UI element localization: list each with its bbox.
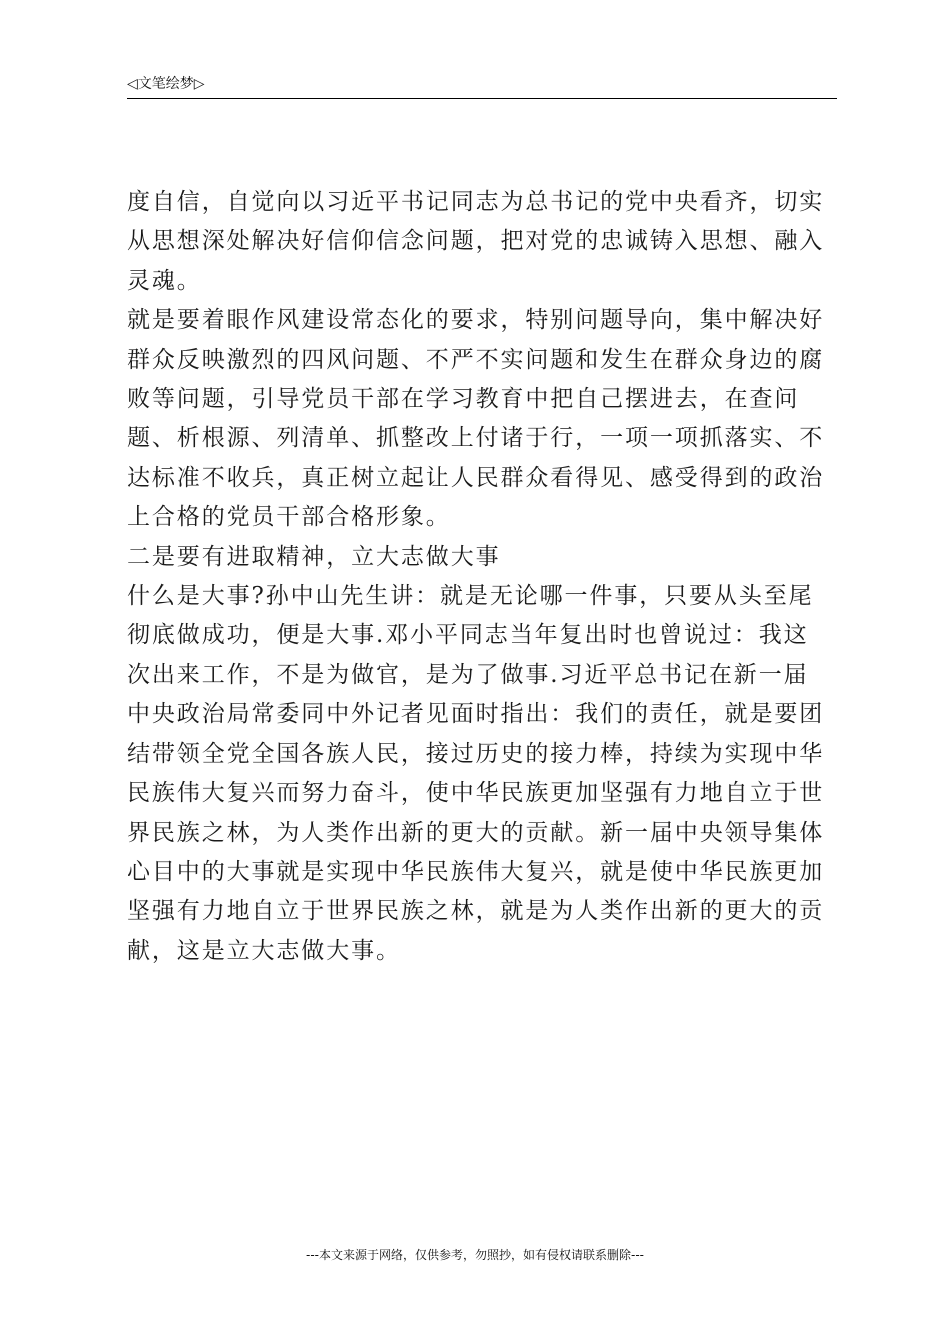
header-title: ◁文笔绘梦▷ — [127, 76, 205, 92]
section-heading: 二是要有进取精神，立大志做大事 — [127, 543, 501, 570]
paragraph-2: 就是要着眼作风建设常态化的要求，特别问题导向，集中解决好群众反映激烈的四风问题、不严不实问题和发生在群众身边的腐败等问题，引导党员干部在学习教育中把自己摆进去，在查问题、析根源、列清单、抓整改上付诸于行，一项一项抓落实、不达标准不收兵，真正树立起让人民群众看得见、感受得到的政治上合格的党员干部合格形象。 — [127, 307, 825, 531]
document-body — [127, 183, 827, 971]
page-header — [127, 72, 837, 99]
paragraph-3: 什么是大事?孙中山先生讲：就是无论哪一件事，只要从头至尾彻底做成功，便是大事.邓小平同志当年复出时也曾说过：我这次出来工作，不是为做官，是为了做事.习近平总书记在新一届中央政治局常委同中外记者见面时指出：我们的责任，就是要团结带领全党全国各族人民，接过历史的接力棒，持续为实现中华民族伟大复兴而努力奋斗，使中华民族更加坚强有力地自立于世界民族之林，为人类作出新的更大的贡献。新一届中央领导集体心目中的大事就是实现中华民族伟大复兴，就是使中华民族更加坚强有力地自立于世界民族之林，就是为人类作出新的更大的贡献，这是立大志做大事。 — [127, 583, 825, 964]
page-footer: ---本文来源于网络，仅供参考，勿照抄，如有侵权请联系删除--- — [306, 1248, 644, 1262]
paragraph-1: 度自信，自觉向以习近平书记同志为总书记的党中央看齐，切实从思想深处解决好信仰信念问题，把对党的忠诚铸入思想、融入灵魂。 — [127, 189, 825, 294]
